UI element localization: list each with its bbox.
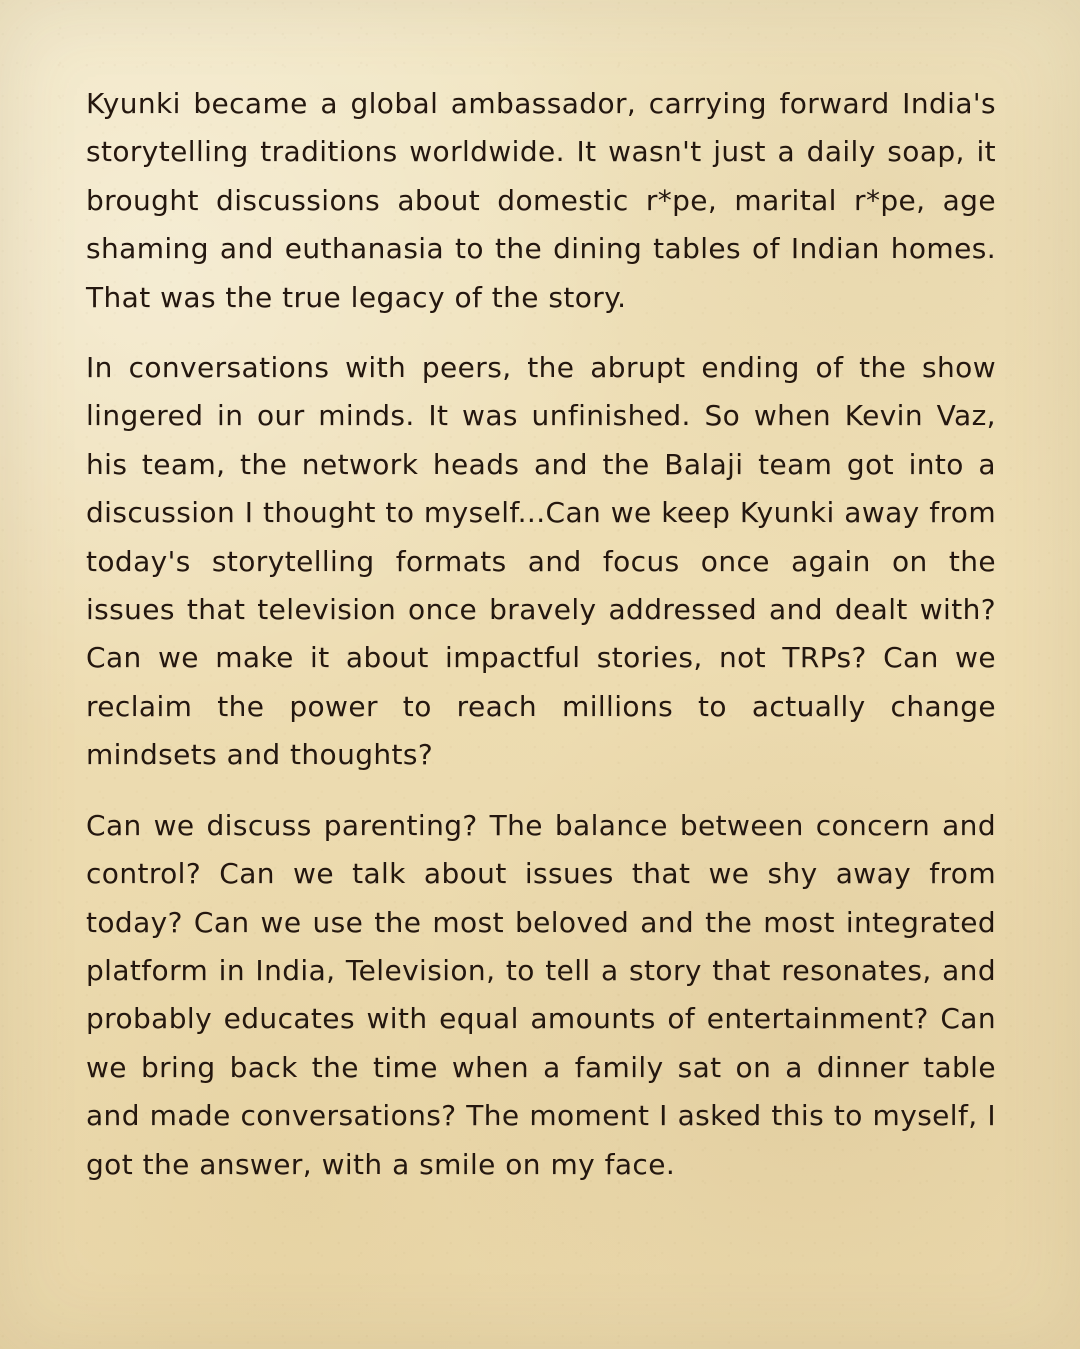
article-body — [86, 80, 996, 1189]
paragraph-questions: Can we discuss parenting? The balance between concern and control? Can we talk about issues that we shy away from today? Can we use the most beloved and the most integrated platform in India, Television, to tell a story that resonates, and probably educates with equal amounts of entertainment? Can we bring back the time when a family sat on a dinner table and made conversations? The moment I asked this to myself, I got the answer, with a smile on my face. — [86, 808, 996, 1181]
paragraph-conversations: In conversations with peers, the abrupt ending of the show lingered in our minds. It was unfinished. So when Kevin Vaz, his team, the network heads and the Balaji team got into a discussion I thought to myself...Can we keep Kyunki away from today's storytelling formats and focus once again on the issues that television once bravely addressed and dealt with? Can we make it about impactful stories, not TRPs? Can we reclaim the power to reach millions to actually change mindsets and thoughts? — [86, 351, 996, 772]
paragraph-legacy: Kyunki became a global ambassador, carrying forward India's storytelling traditions worldwide. It wasn't just a daily soap, it brought discussions about domestic r*pe, marital r*pe, age shaming and euthanasia to the dining tables of Indian homes. That was the true legacy of the story. — [86, 87, 996, 314]
